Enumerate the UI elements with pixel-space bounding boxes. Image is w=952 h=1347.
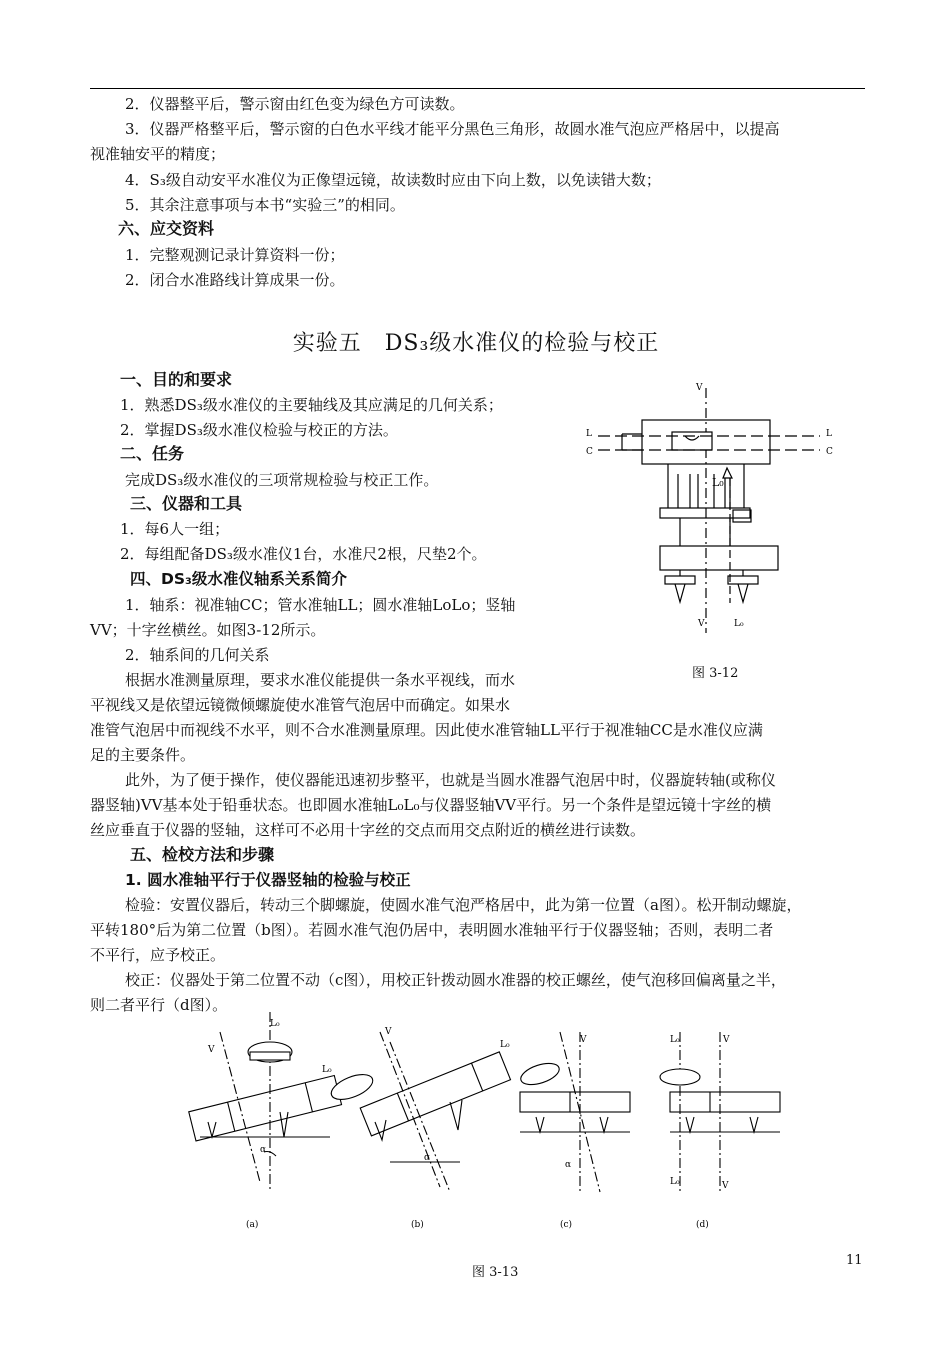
text-line: 1．熟悉DS₃级水准仪的主要轴线及其应满足的几何关系； xyxy=(120,396,503,414)
panel-b xyxy=(328,1032,511,1192)
text-line: 根据水准测量原理，要求水准仪能提供一条水平视线，而水 xyxy=(125,671,516,689)
label-l0: L₀ xyxy=(670,1177,680,1187)
panel-d xyxy=(660,1032,780,1192)
label-v: V xyxy=(723,1035,730,1045)
label-v: V xyxy=(722,1181,729,1191)
label-l0: L₀ xyxy=(270,1019,280,1029)
text-line: 2．掌握DS₃级水准仪检验与校正的方法。 xyxy=(120,421,398,439)
label-v: V xyxy=(580,1035,587,1045)
text-line: 2．轴系间的几何关系 xyxy=(125,646,270,664)
subfigure-label-b: (b) xyxy=(411,1220,424,1230)
header-rule xyxy=(90,88,865,89)
label-l0: L₀ xyxy=(500,1040,510,1050)
text-line: 1．轴系：视准轴CC；管水准轴LL；圆水准轴LoLo；竖轴 xyxy=(125,596,516,614)
label-v: V xyxy=(385,1027,392,1037)
text-line: 2．每组配备DS₃级水准仪1台，水准尺2根，尺垫2个。 xyxy=(120,545,487,563)
panel-c xyxy=(518,1032,630,1192)
section-heading: 六、应交资料 xyxy=(118,219,215,238)
label-c-left: C xyxy=(586,447,593,457)
text-line: 准管气泡居中而视线不水平，则不合水准测量原理。因此使水准管轴LL平行于视准轴CC是水准仪应满 xyxy=(90,721,763,739)
text-line: 5．其余注意事项与本书“实验三”的相同。 xyxy=(125,196,405,214)
text-line: 1．每6人一组； xyxy=(120,520,230,538)
label-l-right: L xyxy=(826,429,832,439)
text-line: 视准轴安平的精度； xyxy=(90,145,226,163)
label-v-bottom: V xyxy=(698,619,705,629)
experiment-title: 实验五 DS₃级水准仪的检验与校正 xyxy=(292,331,660,356)
subfigure-label-a: (a) xyxy=(246,1220,259,1230)
text-line: 此外，为了便于操作，使仪器能迅速初步整平，也就是当圆水准器气泡居中时，仪器旋转轴(或称仪 xyxy=(125,771,776,789)
label-l0: L₀ xyxy=(670,1035,680,1045)
label-alpha: α xyxy=(565,1160,572,1170)
text-line: 足的主要条件。 xyxy=(90,746,196,764)
text-line: 校正：仪器处于第二位置不动（c图），用校正针拨动圆水准器的校正螺丝，使气泡移回偏离量之半， xyxy=(125,971,786,989)
text-line: 则二者平行（d图）。 xyxy=(90,996,228,1014)
page-number: 11 xyxy=(846,1253,863,1268)
text-line: 检验：安置仪器后，转动三个脚螺旋，使圆水准气泡严格居中，此为第一位置（a图）。松开制动螺旋， xyxy=(125,896,802,914)
figure-3-13-circular-level-check xyxy=(170,1012,810,1232)
figure-caption: 图 3-13 xyxy=(472,1265,519,1280)
text-line: 3．仪器严格整平后，警示窗的白色水平线才能平分黑色三角形，故圆水准气泡应严格居中，以提高 xyxy=(125,120,780,138)
label-alpha: α xyxy=(260,1145,267,1155)
text-line: 2．仪器整平后，警示窗由红色变为绿色方可读数。 xyxy=(125,95,465,113)
section-heading: 一、目的和要求 xyxy=(120,370,233,389)
text-line: 4．S₃级自动安平水准仪为正像望远镜，故读数时应由下向上数，以免读错大数； xyxy=(125,171,661,189)
text-line: 丝应垂直于仪器的竖轴，这样可不必用十字丝的交点而用交点附近的横丝进行读数。 xyxy=(90,821,646,839)
text-line: 2．闭合水准路线计算成果一份。 xyxy=(125,271,345,289)
label-l0-bottom: L₀ xyxy=(734,619,744,629)
figure-3-12-level-axes xyxy=(580,378,850,638)
text-line: 平视线又是依望远镜微倾螺旋使水准管气泡居中而确定。如果水 xyxy=(90,696,511,714)
label-l0-mid: L₀ xyxy=(712,476,724,489)
figure-caption: 图 3-12 xyxy=(692,666,739,681)
text-line: VV；十字丝横丝。如图3-12所示。 xyxy=(90,621,326,639)
subfigure-label-d: (d) xyxy=(696,1220,709,1230)
text-line: 器竖轴)VV基本处于铅垂状态。也即圆水准轴L₀L₀与仪器竖轴VV平行。另一个条件是望远镜十字丝的横 xyxy=(90,796,772,814)
label-v: V xyxy=(208,1045,215,1055)
section-heading: 四、DS₃级水准仪轴系关系简介 xyxy=(130,570,347,588)
section-heading: 二、任务 xyxy=(120,444,185,463)
panel-a xyxy=(189,1012,342,1192)
label-l0: L₀ xyxy=(322,1065,332,1075)
subfigure-label-c: (c) xyxy=(560,1220,573,1230)
subsection-heading: 1. 圆水准轴平行于仪器竖轴的检验与校正 xyxy=(125,871,411,889)
text-line: 不平行，应予校正。 xyxy=(90,946,226,964)
text-line: 平转180°后为第二位置（b图）。若圆水准气泡仍居中，表明圆水准轴平行于仪器竖轴；否则，表明二者 xyxy=(90,921,774,939)
label-l-left: L xyxy=(586,429,592,439)
section-heading: 三、仪器和工具 xyxy=(130,494,243,513)
section-heading: 五、检校方法和步骤 xyxy=(130,845,275,864)
label-alpha: α xyxy=(424,1153,431,1163)
label-c-right: C xyxy=(826,447,833,457)
label-v-top: V xyxy=(696,383,703,393)
text-line: 完成DS₃级水准仪的三项常规检验与校正工作。 xyxy=(125,471,439,489)
text-line: 1．完整观测记录计算资料一份； xyxy=(125,246,345,264)
